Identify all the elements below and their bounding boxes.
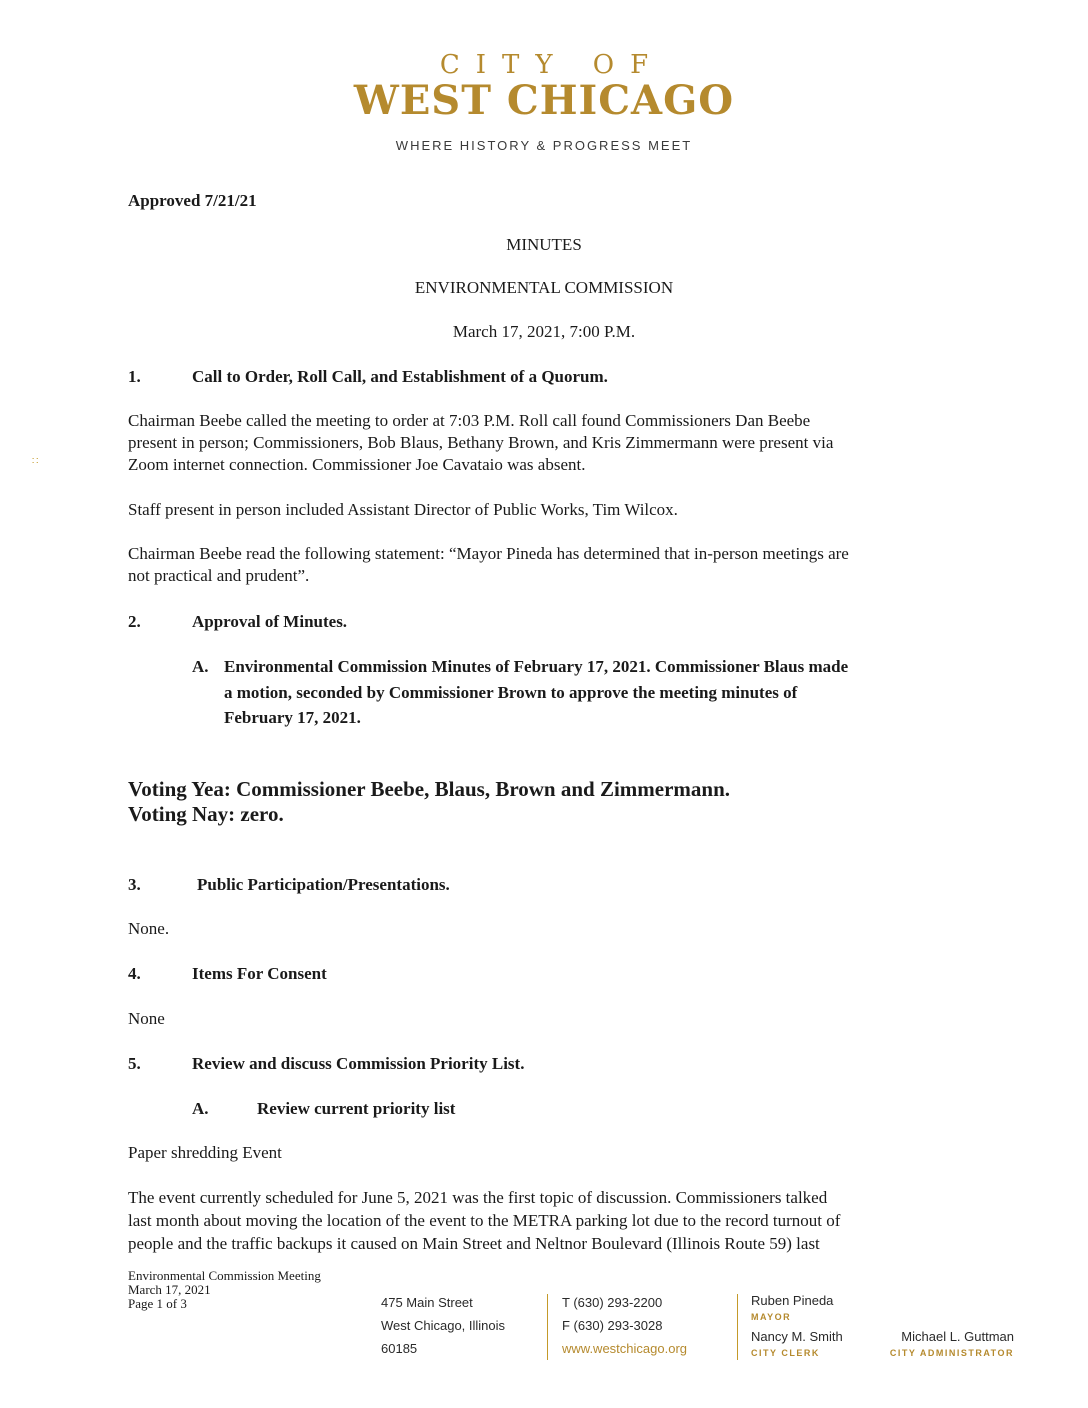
section-5-para-line-1: The event currently scheduled for June 5, 2021 was the first topic of discussion. Commissioners talked (128, 1188, 828, 1207)
letterhead-city-of: CITY OF (439, 50, 665, 80)
footer-divider-2 (737, 1294, 738, 1360)
footer-administrator-title: CITY ADMINISTRATOR (889, 1348, 1014, 1358)
footer-phone: T (630) 293-2200 (562, 1295, 663, 1310)
footer-meeting-date: March 17, 2021 (128, 1282, 211, 1297)
section-4-number: 4. (128, 964, 141, 983)
footer-address-street: 475 Main Street (381, 1295, 473, 1310)
footer-page-number: Page 1 of 3 (128, 1296, 187, 1311)
section-3-body: None. (128, 919, 170, 938)
section-5-sub-label: A. (192, 1099, 209, 1118)
section-5-para-line-3: people and the traffic backups it caused on Main Street and Neltnor Boulevard (Illinois Route 59) last (128, 1234, 820, 1253)
section-4-title: Items For Consent (192, 964, 327, 983)
section-1-title: Call to Order, Roll Call, and Establishment of a Quorum. (192, 367, 608, 386)
letterhead-tagline: WHERE HISTORY & PROGRESS MEET (395, 138, 693, 153)
section-1-para-1-line-1: Chairman Beebe called the meeting to order at 7:03 P.M. Roll call found Commissioners Dan Beebe (128, 411, 811, 430)
section-3-title: Public Participation/Presentations. (197, 875, 450, 894)
footer-clerk (751, 1329, 843, 1361)
voting-nay: Voting Nay: zero. (128, 802, 284, 826)
section-2-item-line-3: February 17, 2021. (224, 708, 361, 727)
voting-yea: Voting Yea: Commissioner Beebe, Blaus, Brown and Zimmermann. (128, 777, 731, 801)
section-2-item-line-2: a motion, seconded by Commissioner Brown to approve the meeting minutes of (224, 683, 798, 702)
section-2-title: Approval of Minutes. (192, 612, 348, 631)
section-5-para-line-2: last month about moving the location of the event to the METRA parking lot due to the record turnout of (128, 1211, 841, 1230)
footer-meeting-info (128, 1269, 321, 1311)
section-2-number: 2. (128, 612, 141, 631)
letterhead-west-chicago: WEST CHICAGO (353, 77, 735, 124)
footer-clerk-name: Nancy M. Smith (751, 1329, 843, 1344)
section-1-number: 1. (128, 367, 141, 386)
footer-divider-1 (547, 1294, 548, 1360)
section-1-para-3-line-2: not practical and prudent”. (128, 566, 310, 585)
approved-note: Approved 7/21/21 (128, 191, 257, 210)
section-1-para-1-line-2: present in person; Commissioners, Bob Blaus, Bethany Brown, and Kris Zimmermann were present via (128, 433, 834, 452)
footer-fax: F (630) 293-3028 (562, 1318, 663, 1333)
section-4-body: None (128, 1009, 165, 1028)
section-1-para-2: Staff present in person included Assistant Director of Public Works, Tim Wilcox. (128, 500, 678, 519)
footer-address-zip: 60185 (381, 1341, 418, 1356)
section-5-title: Review and discuss Commission Priority List. (192, 1054, 525, 1073)
margin-mark-icon: ∷ (32, 456, 39, 467)
section-3-number: 3. (128, 875, 141, 894)
footer-meeting-name: Environmental Commission Meeting (128, 1268, 321, 1283)
footer-administrator-name: Michael L. Guttman (901, 1329, 1014, 1344)
doc-title: MINUTES (506, 235, 582, 254)
meeting-date: March 17, 2021, 7:00 P.M. (452, 322, 636, 341)
footer-clerk-title: CITY CLERK (751, 1348, 820, 1358)
footer-website-link[interactable]: www.westchicago.org (562, 1341, 687, 1356)
footer-address-city: West Chicago, Illinois (381, 1318, 506, 1333)
section-1-para-3-line-1: Chairman Beebe read the following statement: “Mayor Pineda has determined that in-person meetings are (128, 544, 849, 563)
footer-mayor-title: MAYOR (751, 1312, 792, 1322)
section-2-item-line-1: Environmental Commission Minutes of February 17, 2021. Commissioner Blaus made (224, 657, 849, 676)
section-5-sub-title: Review current priority list (257, 1099, 456, 1118)
footer-mayor-name: Ruben Pineda (751, 1293, 834, 1308)
commission-name: ENVIRONMENTAL COMMISSION (414, 278, 674, 297)
section-5-topic: Paper shredding Event (128, 1143, 282, 1162)
footer-address (381, 1293, 505, 1359)
section-5-number: 5. (128, 1054, 141, 1073)
section-1-para-1-line-3: Zoom internet connection. Commissioner Joe Cavataio was absent. (128, 455, 586, 474)
footer-administrator (872, 1329, 1014, 1361)
section-2-item-label: A. (192, 657, 209, 676)
footer-mayor (751, 1293, 833, 1325)
footer-contact (562, 1293, 687, 1359)
